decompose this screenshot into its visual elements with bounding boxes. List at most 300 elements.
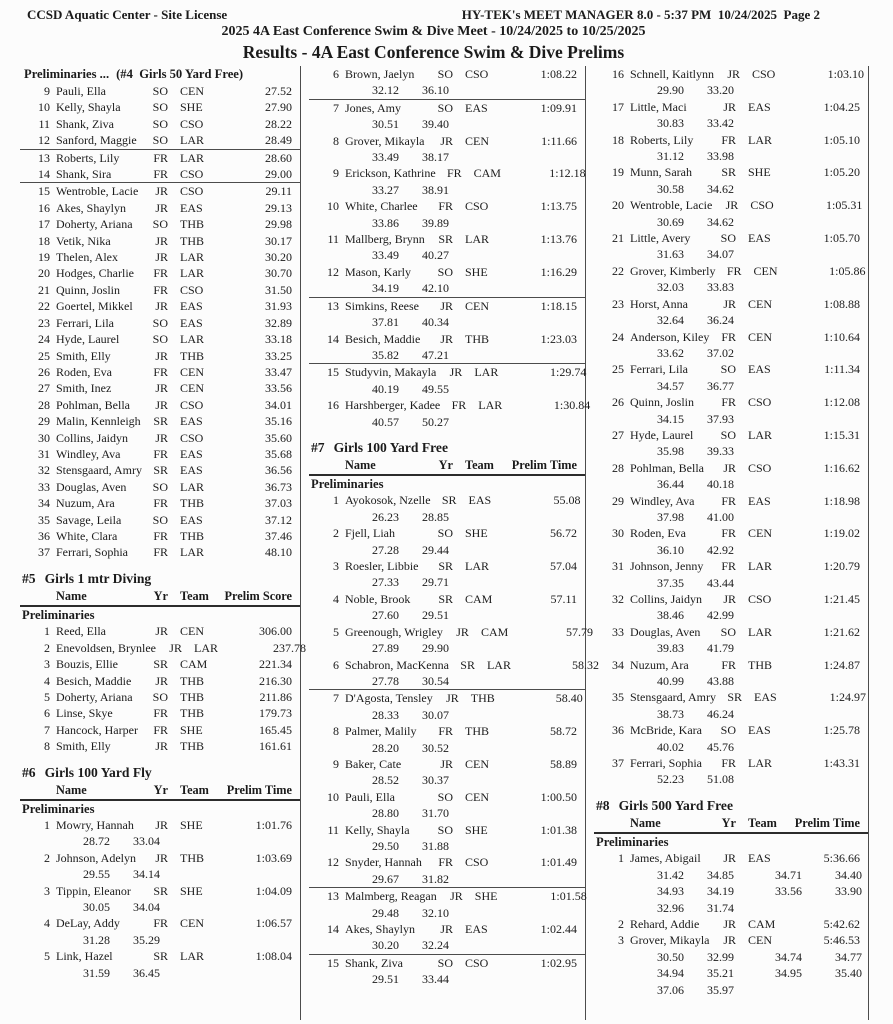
- team-code: SHE: [465, 822, 488, 837]
- swimmer-name: Doherty, Ariana: [56, 689, 133, 704]
- split-time: [517, 414, 577, 430]
- splits-row: [309, 707, 585, 723]
- splits-row: [594, 345, 868, 361]
- team-code: CEN: [753, 263, 778, 278]
- splits-row: [309, 772, 585, 788]
- swimmer-name: Grover, Kimberly: [630, 263, 716, 278]
- split-time: 30.20: [372, 938, 399, 953]
- prelim-result: 1:01.58: [550, 889, 587, 904]
- splits-row: [20, 833, 300, 849]
- team-code: LAR: [748, 624, 772, 639]
- split-time: 34.74: [775, 949, 802, 964]
- class-year: SR: [153, 657, 168, 672]
- team-code: THB: [180, 739, 204, 754]
- swimmer-name: Grover, Mikayla: [345, 133, 425, 148]
- place: 2: [44, 850, 50, 865]
- result-row: [20, 722, 300, 738]
- class-year: FR: [726, 263, 742, 278]
- split-time: 34.19: [372, 281, 399, 296]
- class-year: JR: [725, 198, 739, 213]
- prelim-result: 30.17: [265, 233, 292, 248]
- result-row: [594, 591, 868, 607]
- class-year: FR: [153, 282, 168, 297]
- split-time: 37.98: [657, 509, 684, 524]
- result-row: [20, 397, 300, 413]
- split-time: [449, 182, 517, 198]
- split-time: 29.90: [657, 83, 684, 98]
- splits-row: [309, 182, 585, 198]
- split-time: [802, 706, 862, 722]
- class-year: SO: [152, 100, 168, 115]
- class-year: SO: [152, 479, 168, 494]
- team-code: CSO: [465, 199, 489, 214]
- class-year: JR: [155, 200, 168, 215]
- place: 37: [612, 756, 624, 771]
- split-time: [449, 805, 517, 821]
- team-code: CAM: [480, 624, 509, 639]
- swimmer-name: Hyde, Laurel: [630, 427, 694, 442]
- swimmer-name: Simkins, Reese: [345, 298, 419, 313]
- class-year: SO: [720, 624, 736, 639]
- split-time: 41.79: [707, 641, 734, 656]
- class-year: JR: [723, 296, 736, 311]
- splits-row: [309, 215, 585, 231]
- split-time: [517, 905, 577, 921]
- place: 5: [44, 689, 50, 704]
- prelim-result: 5:36.66: [823, 851, 860, 866]
- class-year: JR: [723, 592, 736, 606]
- class-year: SR: [721, 165, 736, 180]
- split-time: 42.92: [707, 542, 734, 557]
- splits-row: [594, 411, 868, 427]
- team-code: CAM: [748, 917, 776, 931]
- splits-row: [594, 443, 868, 459]
- team-code: THB: [180, 233, 204, 248]
- class-year: FR: [438, 855, 453, 870]
- place: 36: [38, 528, 50, 543]
- swimmer-name: Hyde, Laurel: [56, 332, 120, 347]
- team-code: EAS: [465, 100, 488, 115]
- prelim-result: 1:11.66: [541, 133, 577, 148]
- result-row: [20, 249, 300, 265]
- split-time: [517, 838, 577, 854]
- split-time: 31.28: [83, 932, 110, 947]
- place: 22: [38, 299, 50, 314]
- split-time: [802, 279, 862, 295]
- prelim-result: 1:13.75: [540, 199, 577, 214]
- result-row: [594, 624, 868, 640]
- event-name: Girls 500 Yard Free: [618, 797, 733, 813]
- splits-row: [594, 82, 868, 98]
- splits-row: [309, 640, 585, 656]
- split-time: 33.04: [133, 834, 160, 849]
- split-time: 40.57: [372, 414, 399, 429]
- result-row: [309, 591, 585, 607]
- class-year: SR: [727, 690, 742, 705]
- col-header-name: Name: [56, 588, 87, 603]
- class-year: SO: [152, 217, 168, 232]
- team-code: THB: [180, 850, 204, 865]
- splits-row: [20, 899, 300, 915]
- swimmer-name: Reed, Ella: [56, 624, 106, 639]
- team-code: THB: [180, 528, 204, 543]
- class-year: FR: [446, 166, 462, 181]
- swimmer-name: Pauli, Ella: [345, 789, 395, 804]
- split-time: 32.64: [657, 313, 684, 328]
- results-column-headers: [309, 457, 585, 476]
- class-year: JR: [456, 624, 469, 639]
- result-row: [594, 66, 868, 82]
- prelim-result: 1:43.31: [823, 756, 860, 771]
- class-year: JR: [155, 850, 168, 865]
- prelim-result: 1:25.78: [823, 723, 860, 738]
- result-row: [309, 854, 585, 870]
- col-header-year: Yr: [438, 457, 453, 472]
- swimmer-name: Savage, Leila: [56, 512, 122, 527]
- team-code: EAS: [748, 493, 771, 508]
- result-row: [309, 558, 585, 574]
- split-time: [449, 247, 517, 263]
- swimmer-name: Akes, Shaylyn: [56, 200, 126, 215]
- splits-row: [20, 965, 300, 981]
- class-year: JR: [440, 331, 453, 346]
- split-time: 33.56: [775, 884, 802, 899]
- place: 1: [618, 851, 624, 866]
- splits-row: [594, 312, 868, 328]
- team-code: EAS: [748, 231, 771, 246]
- place: 6: [333, 67, 339, 81]
- team-code: THB: [748, 657, 772, 672]
- swimmer-name: McBride, Kara: [630, 723, 702, 738]
- swimmer-name: Baker, Cate: [345, 756, 402, 771]
- split-time: 40.27: [422, 248, 449, 263]
- split-time: 33.27: [372, 182, 399, 197]
- prelim-result: 37.46: [265, 528, 292, 543]
- result-row: [309, 525, 585, 541]
- split-time: 31.59: [83, 965, 110, 980]
- split-time: [449, 740, 517, 756]
- results-column-2: [301, 66, 599, 1020]
- split-time: 31.82: [422, 871, 449, 886]
- splits-row: [594, 115, 868, 131]
- place: 31: [38, 446, 50, 461]
- swimmer-name: Roden, Eva: [56, 364, 112, 379]
- class-year: JR: [723, 851, 736, 866]
- team-code: SHE: [748, 165, 771, 180]
- prelim-result: 27.52: [265, 84, 292, 98]
- team-code: SHE: [180, 722, 203, 737]
- place: 15: [327, 365, 339, 380]
- swimmer-name: Shank, Ziva: [56, 116, 114, 131]
- result-row: [20, 182, 300, 199]
- result-row: [20, 116, 300, 132]
- class-year: JR: [155, 624, 168, 639]
- prelim-result: 58.89: [550, 756, 577, 771]
- team-code: CEN: [180, 624, 204, 639]
- event-title: [20, 570, 300, 588]
- split-time: 34.93: [657, 884, 684, 899]
- split-time: 31.70: [422, 806, 449, 821]
- place: 32: [612, 592, 624, 606]
- split-time: [734, 279, 802, 295]
- result-row: [20, 817, 300, 833]
- prelim-result: 35.68: [265, 446, 292, 461]
- swimmer-name: Rehard, Addie: [630, 917, 700, 931]
- team-code: CEN: [465, 789, 489, 804]
- result-row: [20, 216, 300, 232]
- prelim-result: 211.86: [259, 689, 292, 704]
- place: 8: [44, 739, 50, 754]
- split-time: 42.10: [422, 281, 449, 296]
- swimmer-name: Pauli, Ella: [56, 84, 106, 98]
- team-code: LAR: [748, 427, 772, 442]
- results-column-3: [586, 66, 869, 1020]
- result-row: [594, 197, 868, 213]
- swimmer-name: Quinn, Joslin: [630, 395, 695, 410]
- split-time: [449, 314, 517, 330]
- prelim-result: 1:05.20: [823, 165, 860, 180]
- class-year: FR: [721, 395, 736, 410]
- place: 28: [38, 397, 50, 412]
- class-year: JR: [155, 381, 168, 396]
- prelims-label: Preliminaries: [311, 476, 384, 491]
- split-time: [734, 378, 802, 394]
- place: 12: [327, 855, 339, 870]
- result-row: [309, 657, 599, 673]
- split-time: [517, 607, 577, 623]
- class-year: JR: [440, 756, 453, 771]
- split-time: 34.95: [775, 966, 802, 981]
- results-title: Results - 4A East Conference Swim & Dive Prelims: [242, 42, 625, 62]
- team-code: LAR: [180, 479, 204, 494]
- split-time: [449, 937, 517, 953]
- swimmer-name: Wentroble, Lacie: [56, 184, 139, 199]
- team-code: SHE: [180, 100, 203, 115]
- result-row: [20, 656, 300, 672]
- split-time: 27.33: [372, 575, 399, 590]
- split-time: 27.89: [372, 641, 399, 656]
- result-row: [594, 755, 868, 771]
- place: 6: [44, 706, 50, 721]
- place: 18: [38, 233, 50, 248]
- prelim-result: 57.11: [550, 591, 577, 606]
- col-header-result: Prelim Time: [226, 782, 292, 797]
- prelim-result: 165.45: [259, 722, 292, 737]
- prelim-result: 1:29.74: [549, 365, 587, 380]
- swimmer-name: Mallberg, Brynn: [345, 232, 425, 247]
- prelim-result: 28.49: [265, 133, 292, 148]
- prelim-result: 58.40: [555, 691, 583, 706]
- split-time: [734, 148, 802, 164]
- place: 16: [612, 67, 624, 81]
- event-number: #5: [22, 570, 36, 586]
- class-year: SO: [437, 955, 453, 970]
- team-code: CEN: [180, 364, 204, 379]
- result-row: [20, 705, 300, 721]
- team-code: CSO: [465, 67, 489, 81]
- split-time: 47.21: [422, 347, 449, 362]
- prelim-result: 28.22: [265, 116, 292, 131]
- place: 20: [612, 198, 624, 213]
- result-row: [309, 789, 585, 805]
- team-code: CAM: [473, 166, 501, 181]
- place: 15: [38, 184, 50, 199]
- split-time: 36.24: [707, 313, 734, 328]
- split-time: 33.62: [657, 345, 684, 360]
- prelim-result: 30.70: [265, 266, 292, 281]
- result-row: [20, 738, 300, 754]
- split-time: 27.28: [372, 542, 399, 557]
- splits-row: [594, 279, 868, 295]
- class-year: SO: [720, 723, 736, 738]
- class-year: SO: [720, 427, 736, 442]
- class-year: JR: [155, 250, 168, 265]
- split-time: 32.96: [657, 900, 684, 915]
- splits-row: [594, 706, 868, 722]
- place: 27: [38, 381, 50, 396]
- split-time: 40.34: [422, 315, 449, 330]
- swimmer-name: Noble, Brook: [345, 591, 411, 606]
- splits-row: [594, 509, 868, 525]
- swimmer-name: Greenough, Wrigley: [345, 624, 443, 639]
- class-year: SR: [438, 591, 453, 606]
- place: 4: [333, 591, 339, 606]
- result-row: [309, 297, 585, 314]
- place: 21: [612, 231, 624, 246]
- team-code: THB: [180, 673, 204, 688]
- prelim-result: 30.20: [265, 250, 292, 265]
- result-row: [594, 525, 868, 541]
- prelim-result: 33.18: [265, 332, 292, 347]
- team-code: CEN: [465, 298, 489, 313]
- result-row: [309, 231, 585, 247]
- splits-row: [594, 739, 868, 755]
- split-time: [228, 866, 288, 882]
- prelim-result: 1:24.87: [823, 657, 860, 672]
- split-time: 31.42: [657, 867, 684, 882]
- splits-row: [594, 640, 868, 656]
- team-code: CEN: [748, 526, 772, 541]
- split-time: [228, 899, 288, 915]
- team-code: SHE: [465, 264, 488, 279]
- swimmer-name: Doherty, Ariana: [56, 217, 133, 232]
- class-year: JR: [450, 889, 463, 904]
- team-code: CEN: [180, 381, 204, 396]
- class-year: FR: [438, 199, 453, 214]
- split-time: [449, 215, 517, 231]
- split-time: [802, 575, 862, 591]
- split-time: [160, 965, 228, 981]
- team-code: CSO: [465, 955, 489, 970]
- split-time: [160, 866, 228, 882]
- splits-row: [309, 247, 585, 263]
- split-time: [228, 965, 288, 981]
- result-row: [594, 296, 868, 312]
- class-year: JR: [727, 67, 740, 81]
- result-row: [309, 133, 585, 149]
- place: 14: [327, 922, 339, 936]
- split-time: 31.63: [657, 247, 684, 262]
- splits-row: [309, 509, 585, 525]
- result-row: [594, 558, 868, 574]
- split-time: 37.93: [707, 411, 734, 426]
- swimmer-name: Stensgaard, Amry: [630, 690, 716, 705]
- result-row: [20, 673, 300, 689]
- result-row: [309, 887, 585, 904]
- split-time: [802, 411, 862, 427]
- place: 35: [38, 512, 50, 527]
- prelim-result: 5:46.53: [823, 933, 860, 948]
- split-time: [517, 381, 577, 397]
- place: 16: [38, 200, 50, 215]
- split-time: 39.40: [422, 117, 449, 132]
- prelim-result: 31.50: [265, 282, 292, 297]
- col-header-team: Team: [180, 588, 209, 603]
- swimmer-name: Horst, Anna: [630, 296, 688, 311]
- prelim-result: 1:23.03: [540, 331, 577, 346]
- prelim-result: 1:05.70: [823, 231, 860, 246]
- splits-row: [309, 149, 585, 165]
- splits-row: [309, 82, 585, 98]
- result-row: [20, 315, 300, 331]
- result-row: [20, 512, 300, 528]
- split-time: [802, 378, 862, 394]
- place: 4: [44, 673, 50, 688]
- split-time: [449, 838, 517, 854]
- split-time: [802, 900, 862, 916]
- team-code: LAR: [478, 398, 503, 413]
- class-year: FR: [721, 559, 736, 574]
- class-year: FR: [153, 150, 168, 165]
- place: 10: [327, 199, 339, 214]
- splits-row: [594, 900, 868, 916]
- prelim-result: 29.98: [265, 217, 292, 232]
- result-row: [594, 361, 868, 377]
- prelim-result: 1:02.44: [540, 922, 577, 936]
- class-year: JR: [155, 739, 168, 754]
- place: 3: [333, 559, 339, 574]
- split-time: 28.52: [372, 773, 399, 788]
- split-time: [517, 182, 577, 198]
- swimmer-name: Jones, Amy: [345, 100, 402, 115]
- splits-row: [594, 673, 868, 689]
- split-time: [160, 899, 228, 915]
- swimmer-name: Ferrari, Lila: [56, 315, 114, 330]
- col-header-year: Yr: [153, 782, 168, 797]
- swimmer-name: Link, Hazel: [56, 949, 113, 964]
- prelim-result: 1:12.18: [549, 166, 586, 181]
- split-time: [517, 542, 577, 558]
- swimmer-name: Nuzum, Ara: [630, 657, 689, 672]
- team-code: LAR: [748, 756, 772, 771]
- class-year: JR: [155, 818, 168, 833]
- split-time: 32.99: [707, 949, 734, 964]
- team-code: EAS: [180, 315, 203, 330]
- split-time: [802, 312, 862, 328]
- split-time: 41.00: [707, 509, 734, 524]
- split-time: [802, 640, 862, 656]
- team-code: EAS: [465, 922, 488, 936]
- place: 7: [333, 691, 339, 706]
- splits-row: [309, 414, 585, 430]
- split-time: 38.46: [657, 608, 684, 623]
- split-time: [802, 148, 862, 164]
- result-row: [20, 640, 306, 656]
- program-stamp: HY-TEK's MEET MANAGER 8.0 - 5:37 PM 10/24/2025 Page 2: [461, 7, 820, 22]
- prelim-result: 31.93: [265, 299, 292, 314]
- split-time: 28.20: [372, 740, 399, 755]
- place: 21: [38, 282, 50, 297]
